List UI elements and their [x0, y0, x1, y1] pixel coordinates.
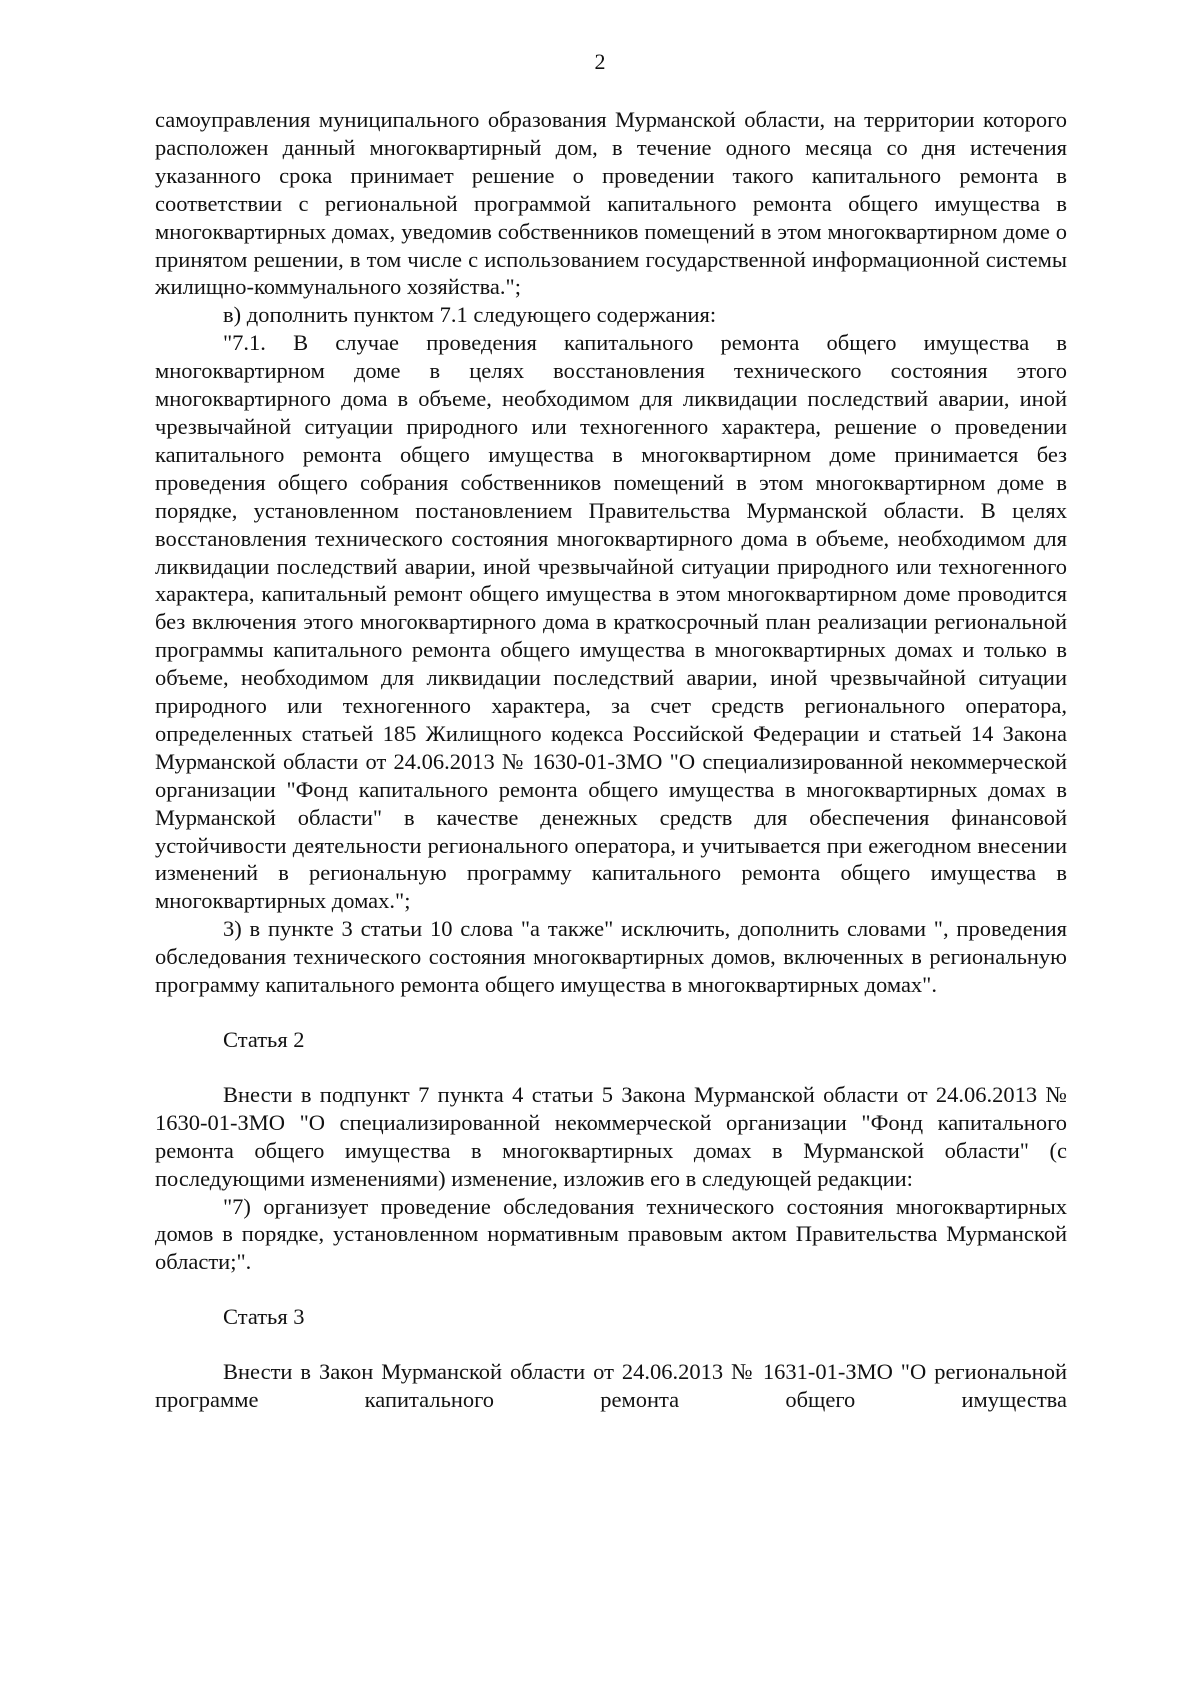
article-2-paragraph-1: Внести в подпункт 7 пункта 4 статьи 5 Закона Мурманской области от 24.06.2013 № 1630-01-ЗМО "О специализированной некоммерческой организации "Фонд капитального ремонта общего имущества в многоквартирных домах в Мурманской области" (с последующими изменениями) изменение, изложив его в следующей редакции:: [155, 1081, 1067, 1191]
article-2-paragraph-2: "7) организует проведение обследования технического состояния многоквартирных домов в порядке, установленном нормативным правовым актом Правительства Мурманской области;".: [155, 1193, 1067, 1275]
paragraph-item-v: в) дополнить пунктом 7.1 следующего содержания:: [223, 302, 717, 328]
paragraph-7-1: "7.1. В случае проведения капитального ремонта общего имущества в многоквартирном доме в целях восстановления технического состояния этого многоквартирного дома в объеме, необходимом для ликвидации последствий аварии, иной чрезвычайной ситуации природного или техногенного характера, решение о проведении капитального ремонта общего имущества в многоквартирном доме принимается без проведения общего собрания собственников помещений в этом многоквартирном доме в порядке, установленном постановлением Правительства Мурманской области. В целях восстановления технического состояния многоквартирного дома в объеме, необходимом для ликвидации последствий аварии, иной чрезвычайной ситуации природного или техногенного характера, капитальный ремонт общего имущества в этом многоквартирном доме проводится без включения этого многоквартирного дома в краткосрочный план реализации региональной программы капитального ремонта общего имущества в многоквартирных домах и только в объеме, необходимом для ликвидации последствий аварии, иной чрезвычайной ситуации природного или техногенного характера, за счет средств регионального оператора, определенных статьей 185 Жилищного кодекса Российской Федерации и статьей 14 Закона Мурманской области от 24.06.2013 № 1630-01-ЗМО "О специализированной некоммерческой организации "Фонд капитального ремонта общего имущества в многоквартирных домах в Мурманской области" в качестве денежных средств для обеспечения финансовой устойчивости деятельности регионального оператора, и учитывается при ежегодном внесении изменений в региональную программу капитального ремонта общего имущества в многоквартирных домах.";: [155, 330, 1067, 914]
article-3-paragraph-1: Внести в Закон Мурманской области от 24.06.2013 № 1631-01-ЗМО "О региональной программе капитального ремонта общего имущества: [155, 1359, 1067, 1413]
paragraph-item-3: 3) в пункте 3 статьи 10 слова "а также" исключить, дополнить словами ", проведения обследования технического состояния многоквартирных домов, включенных в региональную программу капитального ремонта общего имущества в многоквартирных домах".: [155, 916, 1067, 998]
paragraph-continuation: самоуправления муниципального образования Мурманской области, на территории которого расположен данный многоквартирный дом, в течение одного месяца со дня истечения указанного срока принимает решение о проведении такого капитального ремонта в соответствии с региональной программой капитального ремонта общего имущества в многоквартирных домах, уведомив собственников помещений в этом многоквартирном доме о принятом решении, в том числе с использованием государственной информационной системы жилищно-коммунального хозяйства.";: [155, 107, 1067, 300]
document-body: [155, 106, 1067, 1414]
article-2-heading: Статья 2: [223, 1027, 305, 1052]
article-3-heading: Статья 3: [223, 1304, 305, 1330]
page-number: 2: [594, 49, 606, 74]
